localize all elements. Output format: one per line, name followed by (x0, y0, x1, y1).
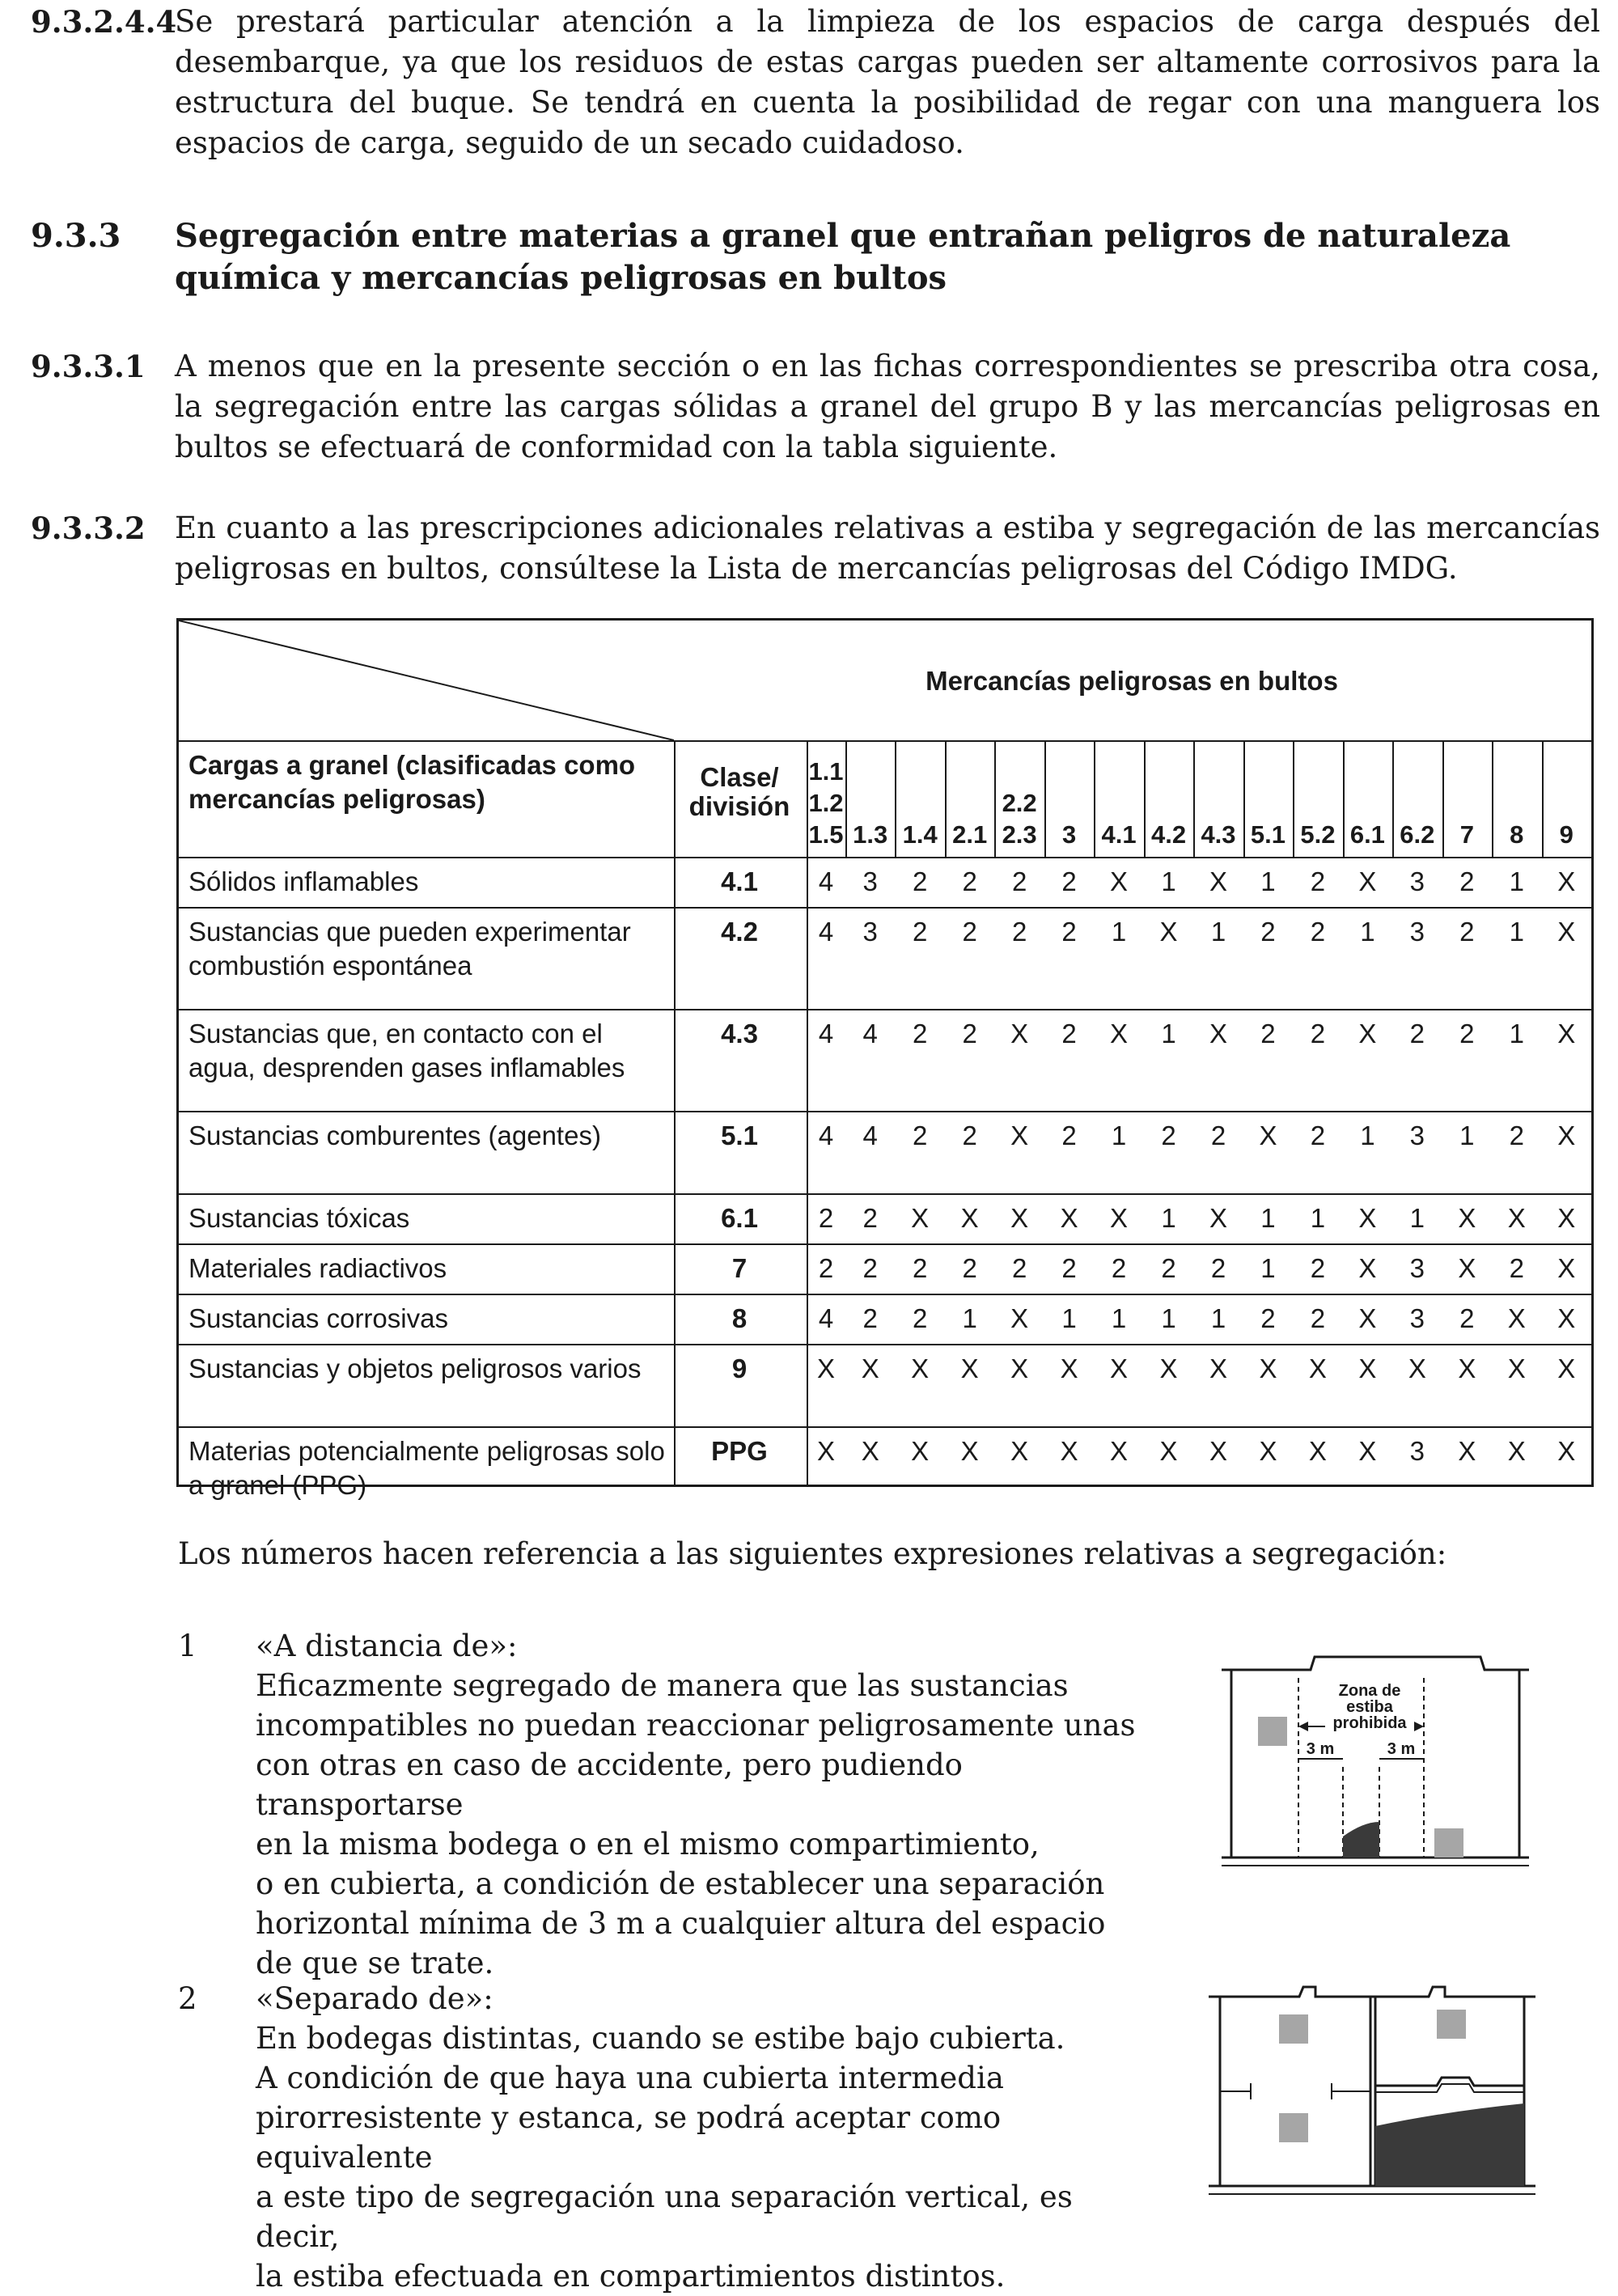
package-square (1434, 1828, 1463, 1858)
table-cell: 2 (1260, 1019, 1276, 1048)
table-cell: 2 (1260, 1303, 1276, 1333)
table-header-top (179, 621, 1591, 742)
table-cell: 2 (1310, 1253, 1326, 1283)
row-rule (179, 907, 1591, 909)
table-cell: 2 (862, 1203, 878, 1233)
row-label: Sustancias y objetos peligrosos varios (188, 1353, 642, 1383)
legend-line: en la misma bodega o en el mismo compartimiento, (256, 1827, 1040, 1862)
table-cell: X (1010, 1203, 1029, 1233)
table-cell: 1 (1161, 1203, 1176, 1233)
legend-line: pirorresistente y estanca, se podrá aceptar como equivalente (256, 2100, 1002, 2175)
table-cell: 1 (1161, 1303, 1176, 1333)
column-header: 5.1 (1250, 820, 1286, 849)
table-cell: X (1557, 917, 1576, 947)
column-header: 8 (1510, 820, 1524, 849)
table-cell: X (816, 1436, 835, 1466)
row-class: 5.1 (721, 1120, 758, 1150)
legend-line: En bodegas distintas, cuando se estibe bajo cubierta. (256, 2021, 1065, 2056)
legend-line: Eficazmente segregado de manera que las sustancias (256, 1668, 1069, 1703)
bulk-cargo (1375, 2103, 1524, 2186)
row-label: Sustancias tóxicas (188, 1203, 410, 1233)
bulk-cargo (1343, 1822, 1379, 1858)
row-label: Materias potencialmente peligrosas solo a granel (PPG) (188, 1436, 665, 1500)
table-cell: 2 (1061, 1120, 1077, 1150)
column-header: 4.3 (1201, 820, 1236, 849)
segregation-table (176, 618, 1594, 1500)
row-class: 4.2 (721, 917, 758, 947)
table-cell: 2 (1210, 1253, 1226, 1283)
table-cell: 3 (862, 917, 878, 947)
table-cell: X (1209, 1019, 1227, 1048)
diagonal-divider (179, 621, 674, 740)
legend-number-2: 2 (178, 1981, 197, 2016)
table-cell: X (1557, 1120, 1576, 1150)
table-cell: 1 (1409, 1203, 1425, 1233)
table-cell: 3 (862, 866, 878, 896)
row-class: 4.3 (721, 1019, 758, 1048)
table-cell: X (1557, 866, 1576, 896)
package-square (1279, 2113, 1308, 2142)
table-cell: X (911, 1436, 930, 1466)
package-square (1437, 2010, 1466, 2039)
table-cell: 2 (1459, 917, 1475, 947)
column-header: 1.3 (853, 820, 888, 849)
row-class: PPG (711, 1436, 768, 1466)
column-header: 4.1 (1101, 820, 1137, 849)
table-cell: 2 (1161, 1120, 1176, 1150)
diagram-away-from (1214, 1646, 1537, 1880)
row-class: 9 (731, 1353, 748, 1383)
table-cell: 1 (1111, 1120, 1127, 1150)
table-cell: X (1507, 1303, 1526, 1333)
table-cell: X (960, 1353, 979, 1383)
package-square (1279, 2014, 1308, 2044)
table-cell: X (1209, 1353, 1227, 1383)
legend-title-1: «A distancia de»: (256, 1629, 518, 1663)
table-cell: X (1557, 1253, 1576, 1283)
table-cell: X (1408, 1353, 1426, 1383)
table-cell: X (1259, 1436, 1277, 1466)
table-cell: 3 (1409, 1253, 1425, 1283)
table-cell: 2 (1111, 1253, 1127, 1283)
table-cell: X (1259, 1353, 1277, 1383)
row-rule (179, 1426, 1591, 1428)
table-cell: 1 (1111, 917, 1127, 947)
row-label: Sustancias que, en contacto con el agua, desprenden gases inflamables (188, 1019, 625, 1082)
table-cell: 2 (1061, 1253, 1077, 1283)
table-cell: X (1557, 1203, 1576, 1233)
table-cell: X (960, 1436, 979, 1466)
table-cell: 1 (1260, 1203, 1276, 1233)
table-title: Mercancías peligrosas en bultos (925, 666, 1338, 696)
zone-label-line-1: Zona de (1338, 1682, 1401, 1700)
table-cell: 1 (1061, 1303, 1077, 1333)
section-title: Segregación entre materias a granel que entrañan peligros de naturaleza química y mercancías peligrosas en bultos (175, 217, 1511, 297)
table-cell: 1 (1210, 1303, 1226, 1333)
table-cell: 2 (1310, 1303, 1326, 1333)
paragraph-number: 9.3.2.4.4 (31, 4, 177, 40)
table-cell: 4 (862, 1120, 878, 1150)
table-cell: 2 (1210, 1120, 1226, 1150)
table-cell: X (1060, 1436, 1078, 1466)
table-cell: X (1557, 1019, 1576, 1048)
table-cell: 2 (1459, 866, 1475, 896)
table-cell: X (1507, 1353, 1526, 1383)
table-cell: X (1458, 1253, 1476, 1283)
table-cell: 2 (1310, 1120, 1326, 1150)
table-cell: 1 (1310, 1203, 1326, 1233)
table-cell: X (1557, 1303, 1576, 1333)
paragraph-text: A menos que en la presente sección o en las fichas correspondientes se prescriba otra cosa, la segregación entre las cargas sólidas a granel del grupo B y las mercancías peligrosas en bultos se efectuará de conformidad con la tabla siguiente. (175, 349, 1600, 464)
legend-line: la estiba efectuada en compartimientos distintos. (256, 2259, 1006, 2294)
row-class: 8 (731, 1303, 748, 1333)
table-cell: 2 (1310, 866, 1326, 896)
package-square (1258, 1717, 1287, 1746)
column-header: 6.1 (1349, 820, 1385, 849)
table-cell: X (911, 1203, 930, 1233)
table-cell: 1 (1509, 1019, 1524, 1048)
section-number: 9.3.3 (31, 217, 121, 255)
legend-intro: Los números hacen referencia a las siguientes expresiones relativas a segregación: (178, 1536, 1447, 1571)
legend-number-1: 1 (178, 1629, 197, 1663)
table-cell: X (1209, 1203, 1227, 1233)
row-class: 7 (731, 1253, 748, 1283)
paragraph-text: En cuanto a las prescripciones adicionales relativas a estiba y segregación de las mercancías peligrosas en bultos, consúltese la Lista de mercancías peligrosas del Código IMDG. (175, 510, 1600, 586)
table-cell: 2 (1011, 1253, 1027, 1283)
table-cell: 4 (818, 1120, 834, 1150)
table-cell: X (1507, 1203, 1526, 1233)
table-cell: 2 (1061, 866, 1077, 896)
row-label: Sustancias comburentes (agentes) (188, 1120, 601, 1150)
column-header: 4.2 (1150, 820, 1187, 849)
table-cell: 2 (818, 1253, 834, 1283)
row-class: 4.1 (721, 866, 758, 896)
table-cell: X (1259, 1120, 1277, 1150)
row-label: Sólidos inflamables (188, 866, 419, 896)
table-cell: 2 (1459, 1019, 1475, 1048)
table-cell: 2 (913, 1303, 928, 1333)
row-label: Sustancias que pueden experimentar combustión espontánea (188, 917, 631, 981)
legend-body-1 (256, 1666, 1162, 1983)
row-rule (179, 1294, 1591, 1295)
legend-item-2 (256, 1979, 1162, 2296)
table-cell: X (1458, 1436, 1476, 1466)
table-cell: X (1209, 1436, 1227, 1466)
table-cell: 4 (818, 866, 834, 896)
table-cell: 2 (1161, 1253, 1176, 1283)
table-cell: 4 (818, 1019, 834, 1048)
table-cell: X (816, 1353, 835, 1383)
table-cell: X (1010, 1019, 1029, 1048)
column-header: 1.4 (902, 820, 938, 849)
table-cell: X (1060, 1203, 1078, 1233)
table-cell: X (1358, 1436, 1377, 1466)
table-cell: X (960, 1203, 979, 1233)
table-cell: 2 (862, 1303, 878, 1333)
table-cell: 1 (1210, 917, 1226, 947)
distance-left-label: 3 m (1306, 1740, 1335, 1758)
table-cell: 1 (1111, 1303, 1127, 1333)
row-rule (179, 1193, 1591, 1195)
distance-right-label: 3 m (1387, 1740, 1416, 1758)
table-cell: 2 (1310, 1019, 1326, 1048)
table-cell: X (1358, 1019, 1377, 1048)
table-cell: 1 (1509, 866, 1524, 896)
legend-line: o en cubierta, a condición de establecer una separación (256, 1866, 1105, 1901)
table-cell: 2 (962, 1120, 977, 1150)
table-cell: X (1110, 1353, 1129, 1383)
table-cell: 2 (1061, 1019, 1077, 1048)
zone-label-line-3: prohibida (1332, 1714, 1407, 1732)
table-cell: 2 (1011, 917, 1027, 947)
paragraph-text: Se prestará particular atención a la limpieza de los espacios de carga después del desembarque, ya que los residuos de estas cargas pueden ser altamente corrosivos para la estructura del buque. Se tendrá en cuenta la posibilidad de regar con una manguera los espacios de carga, seguido de un secado cuidadoso. (175, 4, 1600, 160)
table-cell: X (1209, 866, 1227, 896)
table-cell: 2 (913, 1253, 928, 1283)
row-rule (179, 1009, 1591, 1010)
table-cell: 1 (1459, 1120, 1475, 1150)
table-cell: X (911, 1353, 930, 1383)
table-cell: 1 (1509, 917, 1524, 947)
column-header: 6.2 (1400, 820, 1435, 849)
table-cell: 3 (1409, 1436, 1425, 1466)
table-cell: 2 (1459, 1303, 1475, 1333)
row-rule (179, 1111, 1591, 1112)
table-cell: X (1358, 1253, 1377, 1283)
row-label: Materiales radiactivos (188, 1253, 447, 1283)
table-cell: X (1308, 1353, 1327, 1383)
table-cell: 2 (1061, 917, 1077, 947)
table-cell: 4 (818, 1303, 834, 1333)
table-cell: X (1557, 1353, 1576, 1383)
table-cell: 3 (1409, 866, 1425, 896)
table-cell: X (1110, 1203, 1129, 1233)
column-header: 7 (1459, 820, 1474, 849)
row-label: Sustancias corrosivas (188, 1303, 448, 1333)
paragraph-number: 9.3.3.2 (31, 510, 146, 546)
table-cell: X (1010, 1353, 1029, 1383)
table-cell: X (1110, 866, 1129, 896)
legend-line: horizontal mínima de 3 m a cualquier altura del espacio (256, 1906, 1106, 1941)
table-cell: X (1010, 1436, 1029, 1466)
legend-line: de que se trate. (256, 1946, 494, 1980)
header-rule (179, 857, 1591, 858)
table-cell: X (1358, 1203, 1377, 1233)
paragraph-number: 9.3.3.1 (31, 349, 146, 384)
table-cell: 2 (1509, 1120, 1524, 1150)
diagram-separated-from (1202, 1982, 1542, 2209)
table-cell: 2 (913, 1120, 928, 1150)
table-cell: 2 (962, 1019, 977, 1048)
table-cell: X (1159, 1353, 1178, 1383)
column-header: 5.2 (1300, 820, 1336, 849)
table-cell: 2 (913, 1019, 928, 1048)
table-cell: X (1458, 1353, 1476, 1383)
table-cell: 3 (1409, 1303, 1425, 1333)
table-cell: 1 (1260, 1253, 1276, 1283)
table-cell: X (1358, 1303, 1377, 1333)
legend-body-2 (256, 2019, 1162, 2296)
column-header: 2.2 2.3 (1002, 789, 1037, 849)
table-cell: 2 (1409, 1019, 1425, 1048)
column-header: 2.1 (952, 820, 988, 849)
table-cell: X (1358, 1353, 1377, 1383)
table-cell: 2 (1011, 866, 1027, 896)
table-cell: 2 (962, 866, 977, 896)
table-cell: 2 (818, 1203, 834, 1233)
table-cell: X (1159, 1436, 1178, 1466)
table-cell: 2 (913, 866, 928, 896)
table-cell: X (1110, 1019, 1129, 1048)
column-header: 1.1 1.2 1.5 (808, 757, 844, 849)
legend-title-2: «Separado de»: (256, 1981, 493, 2016)
table-cell: X (1557, 1436, 1576, 1466)
table-cell: 1 (1360, 1120, 1375, 1150)
table-cell: 1 (1161, 1019, 1176, 1048)
table-cell: 1 (962, 1303, 977, 1333)
legend-item-1 (256, 1626, 1162, 1983)
table-cell: X (1358, 866, 1377, 896)
row-header: Cargas a granel (clasificadas como mercancías peligrosas) (188, 750, 636, 814)
table-cell: X (1308, 1436, 1327, 1466)
table-cell: X (1060, 1353, 1078, 1383)
column-header: 3 (1061, 820, 1077, 849)
table-cell: X (861, 1353, 879, 1383)
table-cell: 2 (1260, 917, 1276, 947)
legend-line: A condición de que haya una cubierta intermedia (256, 2061, 1004, 2095)
table-cell: 2 (913, 917, 928, 947)
table-cell: 1 (1360, 917, 1375, 947)
legend-line: con otras en caso de accidente, pero pudiendo transportarse (256, 1747, 963, 1822)
row-rule (179, 1344, 1591, 1345)
table-cell: 3 (1409, 917, 1425, 947)
class-header: Clase/ división (688, 762, 790, 821)
table-cell: 1 (1161, 866, 1176, 896)
column-header: 9 (1559, 820, 1574, 849)
row-class: 6.1 (721, 1203, 758, 1233)
row-rule (179, 1243, 1591, 1245)
legend-line: incompatibles no puedan reaccionar peligrosamente unas (256, 1708, 1136, 1743)
table-cell: 4 (818, 917, 834, 947)
table-cell: 2 (1310, 917, 1326, 947)
table-cell: 3 (1409, 1120, 1425, 1150)
table-cell: 1 (1260, 866, 1276, 896)
table-cell: X (1010, 1303, 1029, 1333)
table-cell: 2 (962, 1253, 977, 1283)
table-cell: 2 (962, 917, 977, 947)
table-cell: X (1159, 917, 1178, 947)
table-cell: 2 (862, 1253, 878, 1283)
table-cell: X (1110, 1436, 1129, 1466)
table-cell: 2 (1509, 1253, 1524, 1283)
table-cell: X (1507, 1436, 1526, 1466)
zone-label-line-2: estiba (1346, 1698, 1393, 1716)
table-cell: X (861, 1436, 879, 1466)
table-cell: X (1458, 1203, 1476, 1233)
legend-line: a este tipo de segregación una separación vertical, es decir, (256, 2180, 1073, 2254)
table-cell: 4 (862, 1019, 878, 1048)
table-cell: X (1010, 1120, 1029, 1150)
